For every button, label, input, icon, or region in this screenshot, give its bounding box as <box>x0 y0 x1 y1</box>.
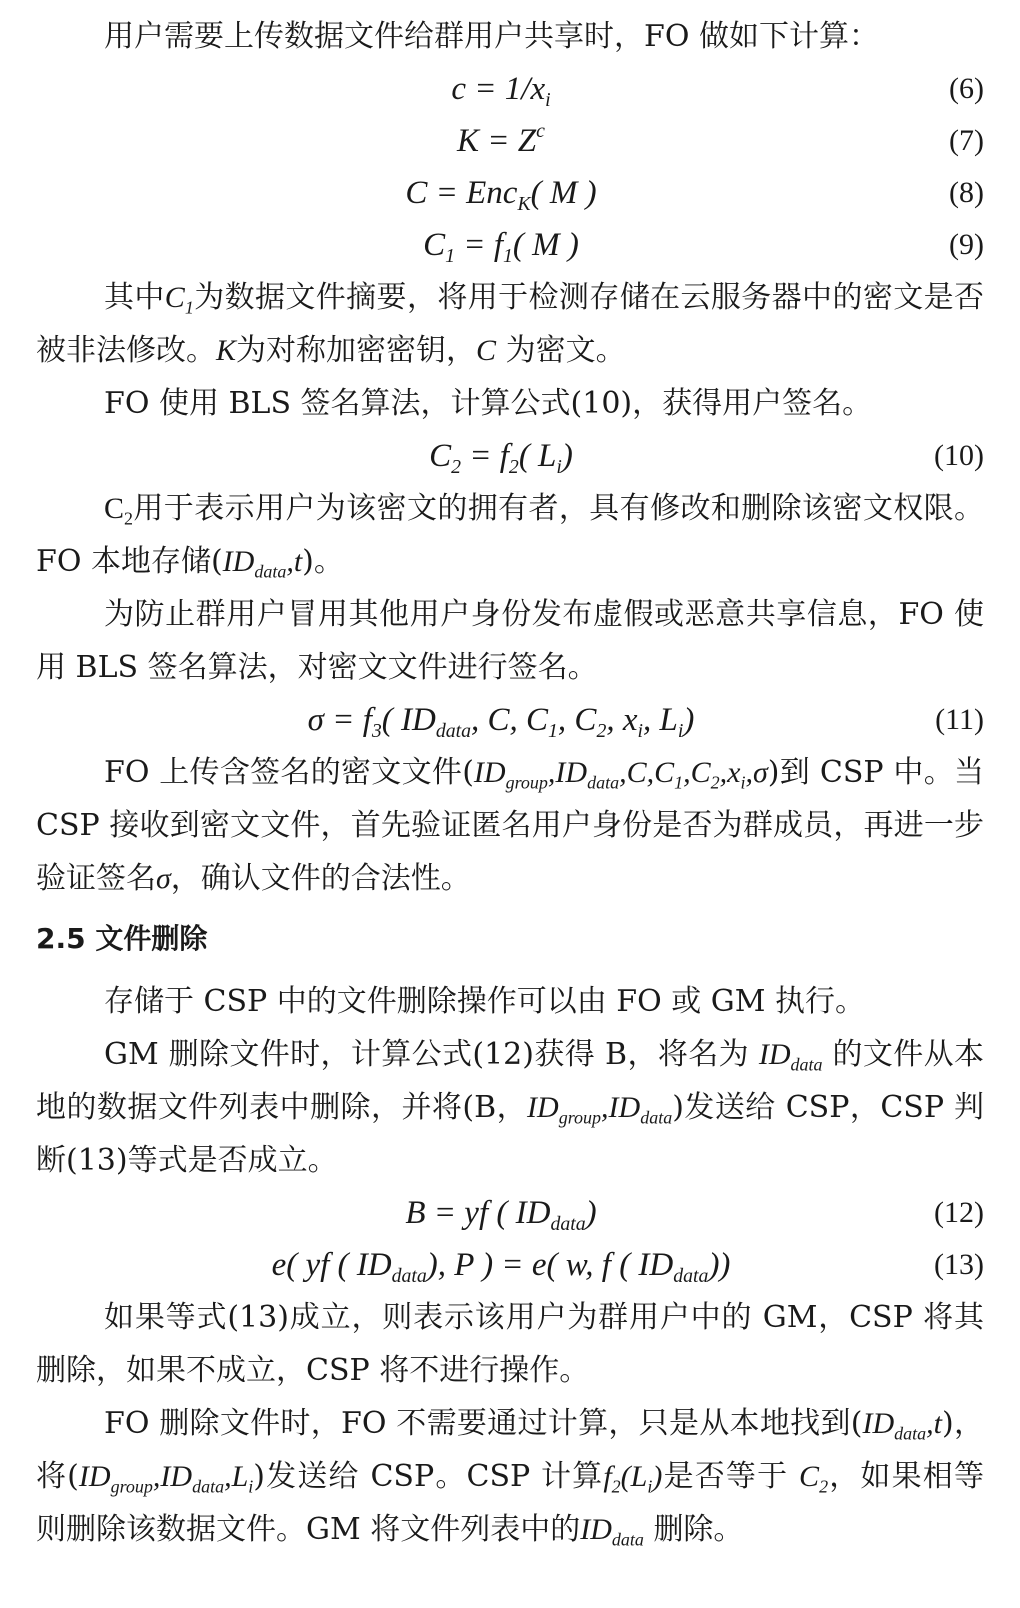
paragraph-c2-explanation: $C_2$用于表示用户为该密文的拥有者，具有修改和删除该密文权限。FO 本地存储$(ID_{data},t)$。 <box>36 491 984 582</box>
equation-9-number: (9) <box>949 228 984 261</box>
paper-page <box>36 0 984 1608</box>
equation-9-expression: $C_1 = f_1$( M ) <box>423 227 579 267</box>
paragraph-digest-explanation: 其中$C_1$为数据文件摘要，将用于检测存储在云服务器中的密文是否被非法修改。K为对称加密密钥，C 为密文。 <box>36 280 985 368</box>
section-heading: 2.5 文件删除 <box>36 922 208 955</box>
equation-12-expression: B = yf ( $ID_{data}$) <box>405 1195 597 1235</box>
equation-6 <box>36 63 984 115</box>
equation-11-expression: $\sigma = f_3$( $ID_{data}$, C, $C_1$, $C_2$, $x_i$, $L_i$) <box>307 702 695 742</box>
paragraph-gm-delete: GM 删除文件时，计算公式(12)获得 B，将名为 $ID_{data}$ 的文件从本地的数据文件列表中删除，并将(B，$ID_{group},ID_{data}$)发送给 CSP，CSP 判断(13)等式是否成立。 <box>36 1037 984 1178</box>
equation-11 <box>36 694 984 746</box>
paragraph-prevent-impersonation: 为防止群用户冒用其他用户身份发布虚假或恶意共享信息，FO 使用 BLS 签名算法，对密文文件进行签名。 <box>36 597 984 685</box>
equation-10-number: (10) <box>934 439 984 472</box>
equation-10 <box>36 430 984 482</box>
equation-8-number: (8) <box>949 176 984 209</box>
equation-8 <box>36 167 984 219</box>
equation-10-expression: $C_2 = f_2$( $L_i$) <box>429 438 573 478</box>
equation-6-number: (6) <box>949 72 984 105</box>
equation-8-expression: C = Enc$_K$( M ) <box>405 175 597 215</box>
equation-6-expression: $c = 1/x_i$ <box>451 71 551 111</box>
equation-13-number: (13) <box>934 1248 984 1281</box>
paragraph-delete-intro: 存储于 CSP 中的文件删除操作可以由 FO 或 GM 执行。 <box>104 984 866 1019</box>
paragraph-upload-intro: 用户需要上传数据文件给群用户共享时，FO 做如下计算： <box>104 19 879 54</box>
equation-13 <box>36 1239 984 1291</box>
equation-7-expression: $K = Z^c$ <box>457 120 545 159</box>
equation-12 <box>36 1187 984 1239</box>
equation-12-number: (12) <box>934 1196 984 1229</box>
paragraph-equation-13-result: 如果等式(13)成立，则表示该用户为群用户中的 GM，CSP 将其删除，如果不成立，CSP 将不进行操作。 <box>36 1300 984 1388</box>
equation-13-expression: e( yf ( $ID_{data}$), P ) = e( w, f ( $ID_{data}$)) <box>271 1247 731 1287</box>
paragraph-bls-signature: FO 使用 BLS 签名算法，计算公式(10)，获得用户签名。 <box>104 386 873 421</box>
equation-9 <box>36 219 984 271</box>
paragraph-upload-to-csp: FO 上传含签名的密文文件$(ID_{group},ID_{data},C,C_1,C_2,x_i,\sigma)$到 CSP 中。当 CSP 接收到密文文件，首先验证匿名用户身份是否为群成员，再进一步验证签名σ，确认文件的合法性。 <box>36 755 985 896</box>
paragraph-fo-delete: FO 删除文件时，FO 不需要通过计算，只是从本地找到$(ID_{data},t)$，将$(ID_{group},ID_{data},L_i)$发送给 CSP。CSP 计算$f_2(L_i)$是否等于 $C_2$，如果相等则删除该数据文件。GM 将文件列表中的$ID_{data}$ 删除。 <box>36 1406 984 1550</box>
equation-7 <box>36 115 984 167</box>
equation-11-number: (11) <box>935 703 984 736</box>
equation-7-number: (7) <box>949 124 984 157</box>
